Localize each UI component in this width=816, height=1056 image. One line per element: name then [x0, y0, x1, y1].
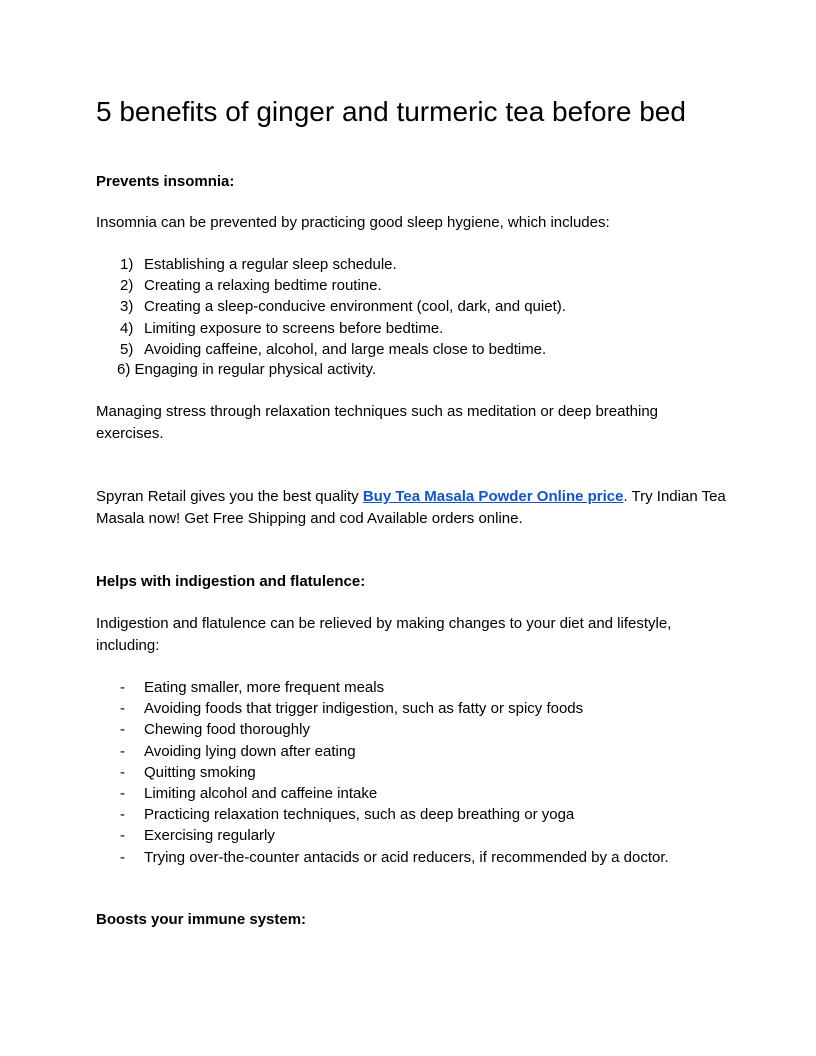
bullet-marker: - [120, 742, 125, 760]
list-item [96, 847, 726, 868]
list-item [96, 719, 726, 740]
bullet-marker: - [120, 784, 125, 802]
list-item [96, 762, 726, 783]
paragraph: Indigestion and flatulence can be relieved by making changes to your diet and lifestyle, including: [96, 615, 672, 654]
list-marker: 1) [120, 256, 134, 273]
bullet-marker: - [120, 763, 125, 781]
list-item [96, 318, 726, 339]
promo-link[interactable]: Buy Tea Masala Powder Online price [362, 488, 624, 505]
list-item [96, 296, 726, 317]
list-item-text: Avoiding lying down after eating [144, 742, 356, 760]
list-item [96, 804, 726, 825]
paragraph: Managing stress through relaxation techniques such as meditation or deep breathing exercises. [96, 403, 659, 442]
bullet-marker: - [120, 848, 125, 866]
list-item-text: Limiting exposure to screens before bedtime. [144, 319, 444, 337]
bullet-marker: - [120, 806, 125, 824]
list-item [96, 825, 726, 846]
list-marker: 3) [120, 298, 134, 316]
promo-paragraph [96, 486, 726, 529]
list-item [96, 275, 726, 296]
list-item-text: Creating a relaxing bedtime routine. [144, 277, 382, 295]
section-heading: Prevents insomnia: [96, 173, 235, 190]
list-item-text: Practicing relaxation techniques, such as deep breathing or yoga [144, 806, 575, 824]
list-marker: 4) [120, 319, 134, 337]
list-item [96, 741, 726, 762]
bullet-marker: - [120, 700, 125, 718]
promo-text: Spyran Retail gives you the best quality [96, 488, 363, 505]
list-item [96, 783, 726, 804]
list-item-text: Limiting alcohol and caffeine intake [144, 784, 378, 802]
paragraph: Insomnia can be prevented by practicing good sleep hygiene, which includes: [96, 214, 610, 231]
bullet-marker: - [120, 827, 125, 845]
list-item [96, 254, 726, 275]
document-title: 5 benefits of ginger and turmeric tea before bed [96, 96, 686, 127]
list-item-text: Eating smaller, more frequent meals [144, 679, 385, 696]
list-item-text: Chewing food thoroughly [144, 721, 310, 739]
list-marker: 5) [120, 340, 134, 358]
section-heading: Helps with indigestion and flatulence: [96, 573, 366, 590]
list-item-text: Establishing a regular sleep schedule. [144, 256, 397, 273]
numbered-list [96, 254, 726, 360]
list-item-text: Trying over-the-counter antacids or acid reducers, if recommended by a doctor. [144, 848, 669, 866]
list-item [96, 339, 726, 360]
list-item: 6) Engaging in regular physical activity. [117, 361, 377, 378]
bullet-list [96, 677, 726, 868]
list-item-text: Quitting smoking [144, 763, 256, 781]
list-item-text: Avoiding caffeine, alcohol, and large meals close to bedtime. [144, 340, 547, 358]
list-item-text: Avoiding foods that trigger indigestion, such as fatty or spicy foods [144, 700, 584, 718]
list-item-text: Exercising regularly [144, 827, 275, 845]
bullet-marker: - [120, 679, 125, 696]
list-item-text: Creating a sleep-conducive environment (cool, dark, and quiet). [144, 298, 566, 316]
promo-text: . Try Indian Tea Masala now! Get Free Shipping and cod Available orders online. [96, 488, 726, 527]
list-item [96, 677, 726, 698]
section-heading: Boosts your immune system: [96, 911, 307, 928]
list-item [96, 698, 726, 719]
bullet-marker: - [120, 721, 125, 739]
list-marker: 2) [120, 277, 134, 295]
